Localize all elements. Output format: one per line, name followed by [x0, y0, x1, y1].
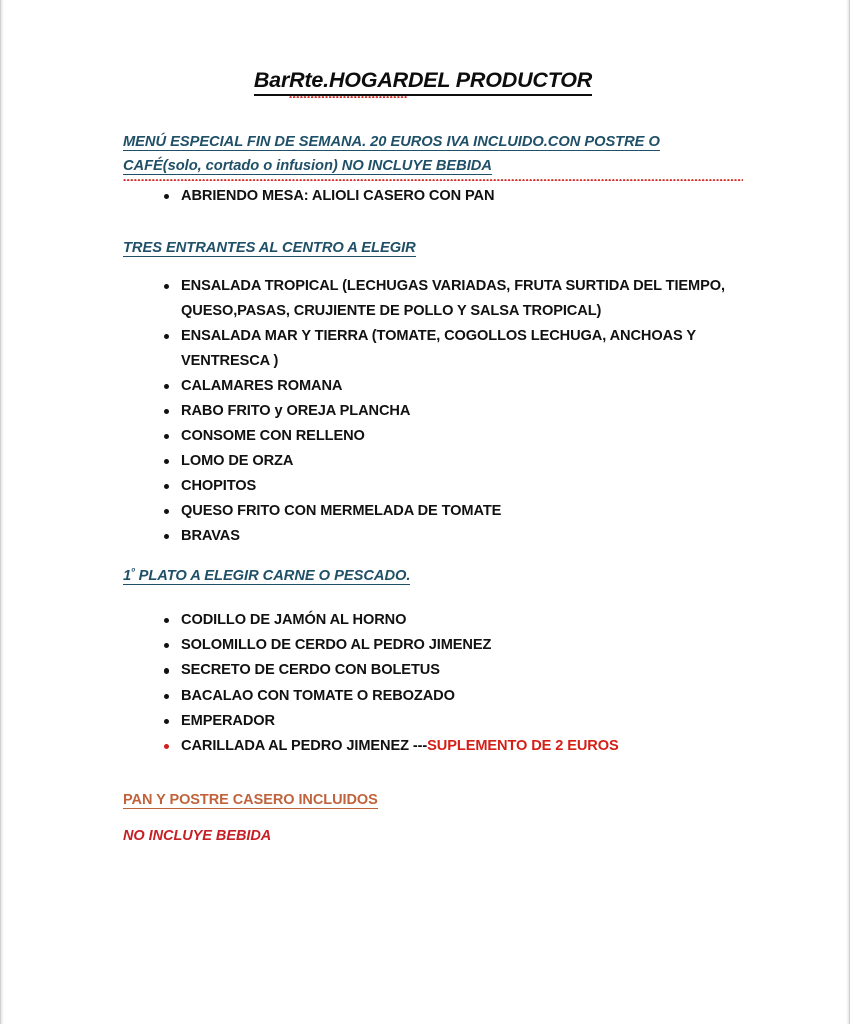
primer-plato-number: 1: [123, 568, 132, 584]
list-item: SECRETO DE CERDO CON BOLETUS: [181, 658, 781, 683]
list-item: CODILLO DE JAMÓN AL HORNO: [181, 608, 781, 633]
heading-primer-plato: [123, 561, 743, 588]
page-title-underlined-text: [254, 68, 592, 96]
heading-menu-especial: [123, 130, 743, 178]
heading-no-incluye-bebida-text: ) NO INCLUYE BEBIDA: [332, 158, 492, 174]
heading-menu-especial-line1: MENÚ ESPECIAL FIN DE SEMANA. 20 EUROS IVA INCLUIDO.CON POSTRE O: [123, 134, 660, 150]
heading-pan-postre-text: PAN Y POSTRE CASERO INCLUIDOS: [123, 792, 378, 808]
heading-tres-entrantes: [123, 236, 743, 260]
list-item: CONSOME CON RELLENO: [181, 424, 781, 449]
heading-pan-postre: [123, 792, 378, 808]
list-item: ENSALADA MAR Y TIERRA (TOMATE, COGOLLOS LECHUGA, ANCHOAS Y VENTRESCA ): [181, 324, 751, 374]
heading-menu-especial-line2: [123, 158, 492, 175]
title-segment-misspelled: Rte.HOGAR: [289, 68, 408, 92]
list-platos-principales: [159, 608, 781, 759]
heading-infusion-misspelled: infusion: [276, 158, 333, 174]
title-segment-3: DEL PRODUCTOR: [407, 68, 593, 92]
list-item: BRAVAS: [181, 524, 781, 549]
list-item: CHOPITOS: [181, 474, 781, 499]
list-item: LOMO DE ORZA: [181, 449, 781, 474]
list-item-suplemento: [181, 734, 781, 759]
list-item: ENSALADA TROPICAL (LECHUGAS VARIADAS, FRUTA SURTIDA DEL TIEMPO, QUESO,PASAS, CRUJIENTE DE POLLO Y SALSA TROPICAL): [181, 274, 751, 324]
list-apertura: [159, 185, 781, 207]
list-item: BACALAO CON TOMATE O REBOZADO: [181, 684, 781, 709]
heading-primer-plato-text: [123, 568, 410, 585]
title-segment-1: Bar: [253, 68, 290, 92]
list-item: QUESO FRITO CON MERMELADA DE TOMATE: [181, 499, 781, 524]
list-item: EMPERADOR: [181, 709, 781, 734]
list-item: ABRIENDO MESA: ALIOLI CASERO CON PAN: [181, 185, 781, 207]
ordinal-superscript: º: [131, 567, 135, 578]
list-item: RABO FRITO y OREJA PLANCHA: [181, 399, 781, 424]
suplemento-base-text: CARILLADA AL PEDRO JIMENEZ ---: [181, 738, 428, 755]
suplemento-red-text: SUPLEMENTO DE 2 EUROS: [427, 738, 619, 755]
list-entrantes: [159, 274, 781, 549]
heading-cafe-text: CAFÉ(solo, cortado o: [123, 158, 277, 174]
heading-no-incluye-bebida: NO INCLUYE BEBIDA: [123, 828, 272, 844]
list-item: SOLOMILLO DE CERDO AL PEDRO JIMENEZ: [181, 633, 781, 658]
heading-tres-entrantes-text: TRES ENTRANTES AL CENTRO A ELEGIR: [123, 240, 416, 256]
page-title: [123, 68, 723, 96]
list-item: CALAMARES ROMANA: [181, 374, 781, 399]
primer-plato-rest: PLATO A ELEGIR CARNE O PESCADO.: [134, 568, 411, 584]
